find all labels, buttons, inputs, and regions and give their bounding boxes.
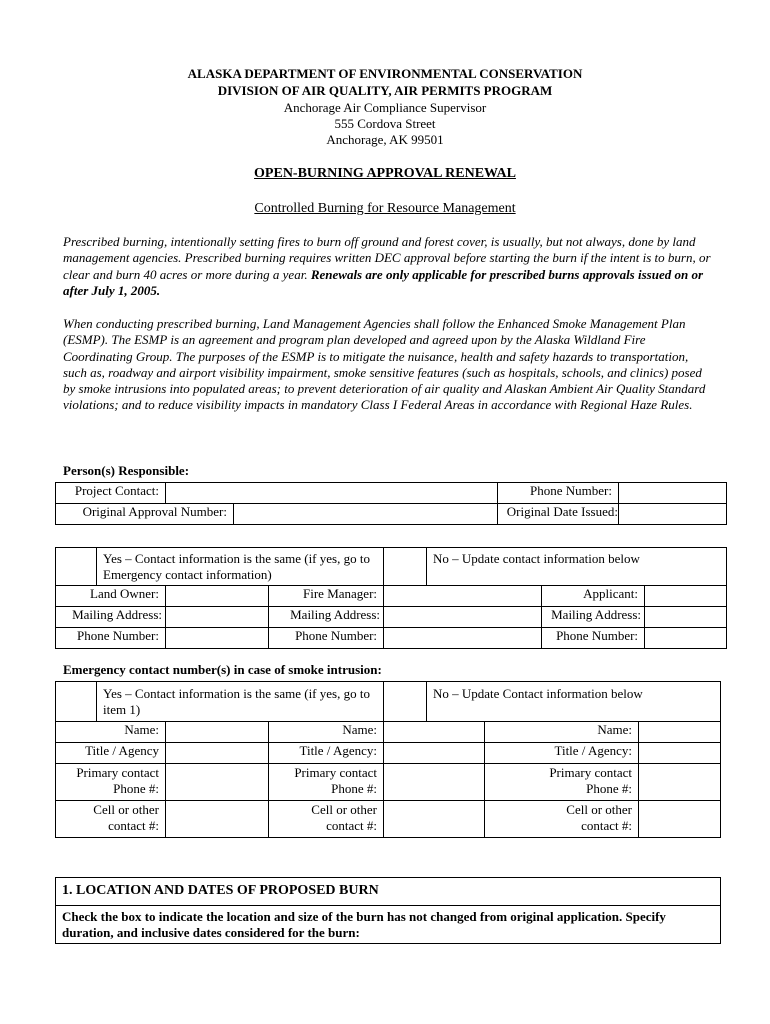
emergency-name-label-3: Name: [485,722,639,743]
emergency-cell-field-2[interactable] [384,801,485,838]
city-address: Anchorage, AK 99501 [326,132,444,147]
emergency-cell-label-3 [485,801,639,838]
emergency-name-label-2: Name: [269,722,384,743]
emergency-same-checkbox[interactable] [56,682,97,722]
emergency-title-field-3[interactable] [639,743,721,764]
supervisor-title: Anchorage Air Compliance Supervisor [283,100,487,115]
contact-same-label: Yes – Contact information is the same (if yes, go to Emergency contact information) [97,548,384,586]
applicant-phone-label: Phone Number: [542,628,645,649]
emergency-update-checkbox[interactable] [384,682,427,722]
land-owner-field[interactable] [166,586,269,607]
section-1-title: 1. LOCATION AND DATES OF PROPOSED BURN [56,878,721,906]
applicant-phone-field[interactable] [645,628,727,649]
emergency-cell-label-1 [56,801,166,838]
intro-bold-text: Renewals are only applicable for prescribed burns approvals issued on or after July 1, 2005. [63,266,704,298]
phone-hash-text: Phone #: [331,781,377,796]
persons-responsible-heading: Person(s) Responsible: [63,463,190,478]
original-approval-label: Original Approval Number: [56,504,234,525]
emergency-contact-table [55,681,721,838]
emergency-primary-label-1 [56,764,166,801]
emergency-contact-heading: Emergency contact number(s) in case of smoke intrusion: [63,662,382,677]
cell-other-text: Cell or other [311,802,377,817]
fire-manager-phone-field[interactable] [384,628,542,649]
original-date-field[interactable] [619,504,727,525]
emergency-same-label: Yes – Contact information is the same (if yes, go to item 1) [97,682,384,722]
original-date-label: Original Date Issued: [498,504,619,525]
persons-responsible-table [55,482,727,525]
emergency-primary-field-1[interactable] [166,764,269,801]
phone-number-field[interactable] [619,483,727,504]
contact-same-checkbox[interactable] [56,548,97,586]
emergency-primary-field-2[interactable] [384,764,485,801]
street-address: 555 Cordova Street [334,116,436,131]
cell-other-text: Cell or other [566,802,632,817]
emergency-name-field-3[interactable] [639,722,721,743]
section-1-table [55,877,721,944]
primary-contact-text: Primary contact [549,765,632,780]
emergency-cell-field-3[interactable] [639,801,721,838]
phone-hash-text: Phone #: [586,781,632,796]
emergency-primary-field-3[interactable] [639,764,721,801]
emergency-title-label-2: Title / Agency: [269,743,384,764]
emergency-title-label-1: Title / Agency [56,743,166,764]
esmp-paragraph: When conducting prescribed burning, Land Management Agencies shall follow the Enhanced Smoke Management Plan (ESMP). The ESMP is an agreement and program plan developed and agreed upon by the Alaska Wildland Fire Coordinating Group. The purposes of the ESMP is to mitigate the nuisance, health and safety hazards to transportation, such as, roadway and airport visibility impairment, smoke sensitive features (such as hospitals, schools, and clinics) posed by smoke intrusions into populated areas; to prevent deterioration of air quality and Alaskan Ambient Air Quality Standard violations; and to reduce visibility impacts in mandatory Class I Federal Areas in accordance with Regional Haze Rules. [63,316,706,413]
original-approval-field[interactable] [234,504,498,525]
intro-paragraph [63,234,713,299]
land-owner-phone-field[interactable] [166,628,269,649]
page-subtitle: Controlled Burning for Resource Management [254,201,516,216]
fire-manager-mailing-label: Mailing Address: [269,607,384,628]
contact-hash-text: contact #: [581,818,632,833]
emergency-title-field-2[interactable] [384,743,485,764]
emergency-cell-field-1[interactable] [166,801,269,838]
fire-manager-phone-label: Phone Number: [269,628,384,649]
phone-hash-text: Phone #: [113,781,159,796]
page-title: OPEN-BURNING APPROVAL RENEWAL [254,166,516,181]
fire-manager-label: Fire Manager: [269,586,384,607]
emergency-title-label-3: Title / Agency: [485,743,639,764]
emergency-cell-label-2 [269,801,384,838]
emergency-name-field-2[interactable] [384,722,485,743]
primary-contact-text: Primary contact [294,765,377,780]
fire-manager-field[interactable] [384,586,542,607]
fire-manager-mailing-field[interactable] [384,607,542,628]
contact-hash-text: contact #: [108,818,159,833]
applicant-field[interactable] [645,586,727,607]
emergency-name-label-1: Name: [56,722,166,743]
applicant-mailing-label: Mailing Address: [542,607,645,628]
land-owner-label: Land Owner: [56,586,166,607]
intro-text: Prescribed burning, intentionally setting fires to burn off ground and forest cover, is usually, but not always, done by land management agencies. Prescribed burning requires written DEC approval before starting the burn if the intent is to burn, or clear and burn 40 acres or more during a year. [63,234,711,282]
contact-info-table [55,547,727,649]
emergency-title-field-1[interactable] [166,743,269,764]
agency-name: ALASKA DEPARTMENT OF ENVIRONMENTAL CONSERVATION [187,66,583,81]
emergency-primary-label-2 [269,764,384,801]
applicant-label: Applicant: [542,586,645,607]
division-name: DIVISION OF AIR QUALITY, AIR PERMITS PROGRAM [217,83,553,98]
contact-update-label: No – Update contact information below [427,548,727,586]
project-contact-field[interactable] [166,483,498,504]
phone-number-label: Phone Number: [498,483,619,504]
contact-hash-text: contact #: [326,818,377,833]
contact-update-checkbox[interactable] [384,548,427,586]
land-owner-mailing-field[interactable] [166,607,269,628]
emergency-name-field-1[interactable] [166,722,269,743]
land-owner-mailing-label: Mailing Address: [56,607,166,628]
project-contact-label: Project Contact: [56,483,166,504]
emergency-update-label: No – Update Contact information below [427,682,721,722]
emergency-primary-label-3 [485,764,639,801]
section-1-instructions: Check the box to indicate the location and size of the burn has not changed from original application. Specify duration, and inclusive dates considered for the burn: [56,906,721,944]
land-owner-phone-label: Phone Number: [56,628,166,649]
cell-other-text: Cell or other [93,802,159,817]
applicant-mailing-field[interactable] [645,607,727,628]
primary-contact-text: Primary contact [76,765,159,780]
